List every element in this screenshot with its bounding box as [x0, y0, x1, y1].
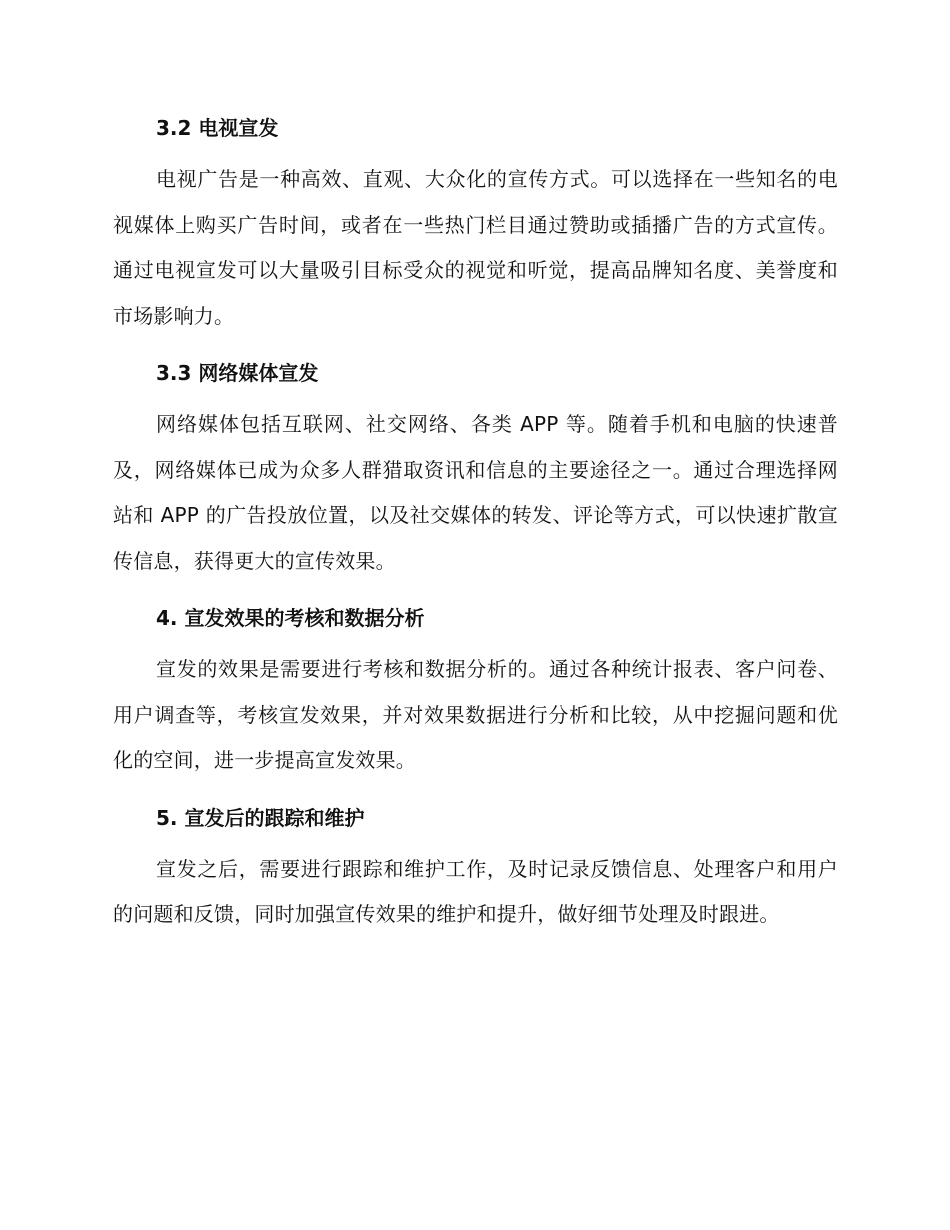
section-paragraph-evaluation: 宣发的效果是需要进行考核和数据分析的。通过各种统计报表、客户问卷、用户调查等，考核宣发效果，并对效果数据进行分析和比较，从中挖掘问题和优化的空间，进一步提高宣发效果。 — [113, 657, 838, 772]
section-heading-evaluation: 4. 宣发效果的考核和数据分析 — [156, 606, 425, 630]
document-body — [113, 104, 838, 938]
section-heading-online-media: 3.3 网络媒体宣发 — [156, 361, 319, 385]
section-paragraph-tv: 电视广告是一种高效、直观、大众化的宣传方式。可以选择在一些知名的电视媒体上购买广告时间，或者在一些热门栏目通过赞助或插播广告的方式宣传。通过电视宣发可以大量吸引目标受众的视觉和听觉，提高品牌知名度、美誉度和市场影响力。 — [113, 167, 838, 328]
section-heading-tv: 3.2 电视宣发 — [156, 116, 279, 140]
section-heading-tracking: 5. 宣发后的跟踪和维护 — [156, 805, 365, 830]
section-paragraph-tracking: 宣发之后，需要进行跟踪和维护工作，及时记录反馈信息、处理客户和用户的问题和反馈，同时加强宣传效果的维护和提升，做好细节处理及时跟进。 — [113, 856, 838, 926]
section-paragraph-online-media: 网络媒体包括互联网、社交网络、各类 APP 等。随着手机和电脑的快速普及，网络媒体已成为众多人群猎取资讯和信息的主要途径之一。通过合理选择网站和 APP 的广告投放位置，以及社交媒体的转发、评论等方式，可以快速扩散宣传信息，获得更大的宣传效果。 — [113, 412, 838, 573]
